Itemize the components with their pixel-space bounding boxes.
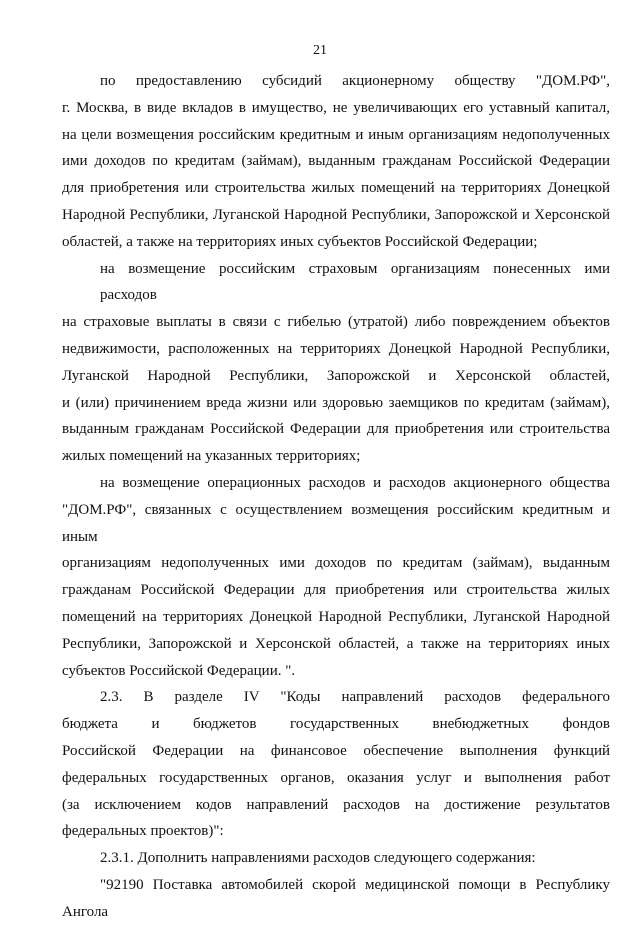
- paragraph: [62, 684, 610, 845]
- text-line: ими доходов по кредитам (займам), выданным гражданам Российской Федерации: [62, 153, 610, 170]
- text-line: для приобретения или строительства жилых помещений на территориях Донецкой: [62, 180, 610, 197]
- text-line: жилых помещений на указанных территориях;: [62, 448, 361, 465]
- paragraph: [62, 845, 610, 872]
- text-line: на возмещение операционных расходов и расходов акционерного общества: [100, 474, 610, 491]
- text-line: Луганской Народной Республики, Запорожской и Херсонской областей,: [62, 367, 610, 384]
- text-line: гражданам Российской Федерации для приобретения или строительства жилых: [62, 582, 610, 599]
- text-line: федеральных проектов)":: [62, 823, 224, 840]
- paragraph: [62, 68, 610, 256]
- text-line: 2.3. В разделе IV "Коды направлений расходов федерального: [100, 689, 610, 706]
- text-line: недвижимости, расположенных на территориях Донецкой Народной Республики,: [62, 340, 610, 357]
- paragraph: [62, 470, 610, 684]
- text-line: помещений на территориях Донецкой Народной Республики, Луганской Народной: [62, 608, 610, 625]
- text-line: Ангола: [62, 903, 109, 920]
- page-number: 21: [313, 43, 327, 58]
- text-line: по предоставлению субсидий акционерному обществу "ДОМ.РФ",: [100, 73, 610, 89]
- text-line: (за исключением кодов направлений расходов на достижение результатов: [62, 796, 610, 813]
- paragraph: [62, 256, 610, 470]
- text-line: 2.3.1. Дополнить направлениями расходов следующего содержания:: [100, 850, 536, 867]
- text-line: и (или) причинением вреда жизни или здоровью заемщиков по кредитам (займам),: [62, 394, 610, 411]
- text-line: Российской Федерации на финансовое обеспечение выполнения функций: [62, 742, 610, 759]
- text-line: субъектов Российской Федерации. ".: [62, 662, 296, 679]
- text-line: Народной Республики, Луганской Народной Республики, Запорожской и Херсонской: [62, 206, 610, 223]
- text-line: на цели возмещения российским кредитным и иным организациям недополученных: [62, 126, 610, 143]
- text-line: "92190 Поставка автомобилей скорой медицинской помощи в Республику: [100, 876, 610, 893]
- text-line: на возмещение российским страховым организациям понесенных ими расходов: [100, 260, 610, 304]
- text-line: г. Москва, в виде вкладов в имущество, не увеличивающих его уставный капитал,: [62, 99, 610, 116]
- text-line: Республики, Запорожской и Херсонской областей, а также на территориях иных: [62, 635, 610, 652]
- paragraph: [62, 872, 610, 926]
- text-line: федеральных государственных органов, оказания услуг и выполнения работ: [62, 769, 610, 786]
- text-line: выданным гражданам Российской Федерации для приобретения или строительства: [62, 421, 610, 438]
- text-line: на страховые выплаты в связи с гибелью (утратой) либо повреждением объектов: [62, 314, 610, 331]
- text-line: "ДОМ.РФ", связанных с осуществлением возмещения российским кредитным и иным: [62, 501, 610, 545]
- text-line: организациям недополученных ими доходов по кредитам (займам), выданным: [62, 555, 610, 572]
- text-line: бюджета и бюджетов государственных внебюджетных фондов: [62, 716, 610, 733]
- text-line: областей, а также на территориях иных субъектов Российской Федерации;: [62, 233, 538, 250]
- document-body: [62, 68, 610, 926]
